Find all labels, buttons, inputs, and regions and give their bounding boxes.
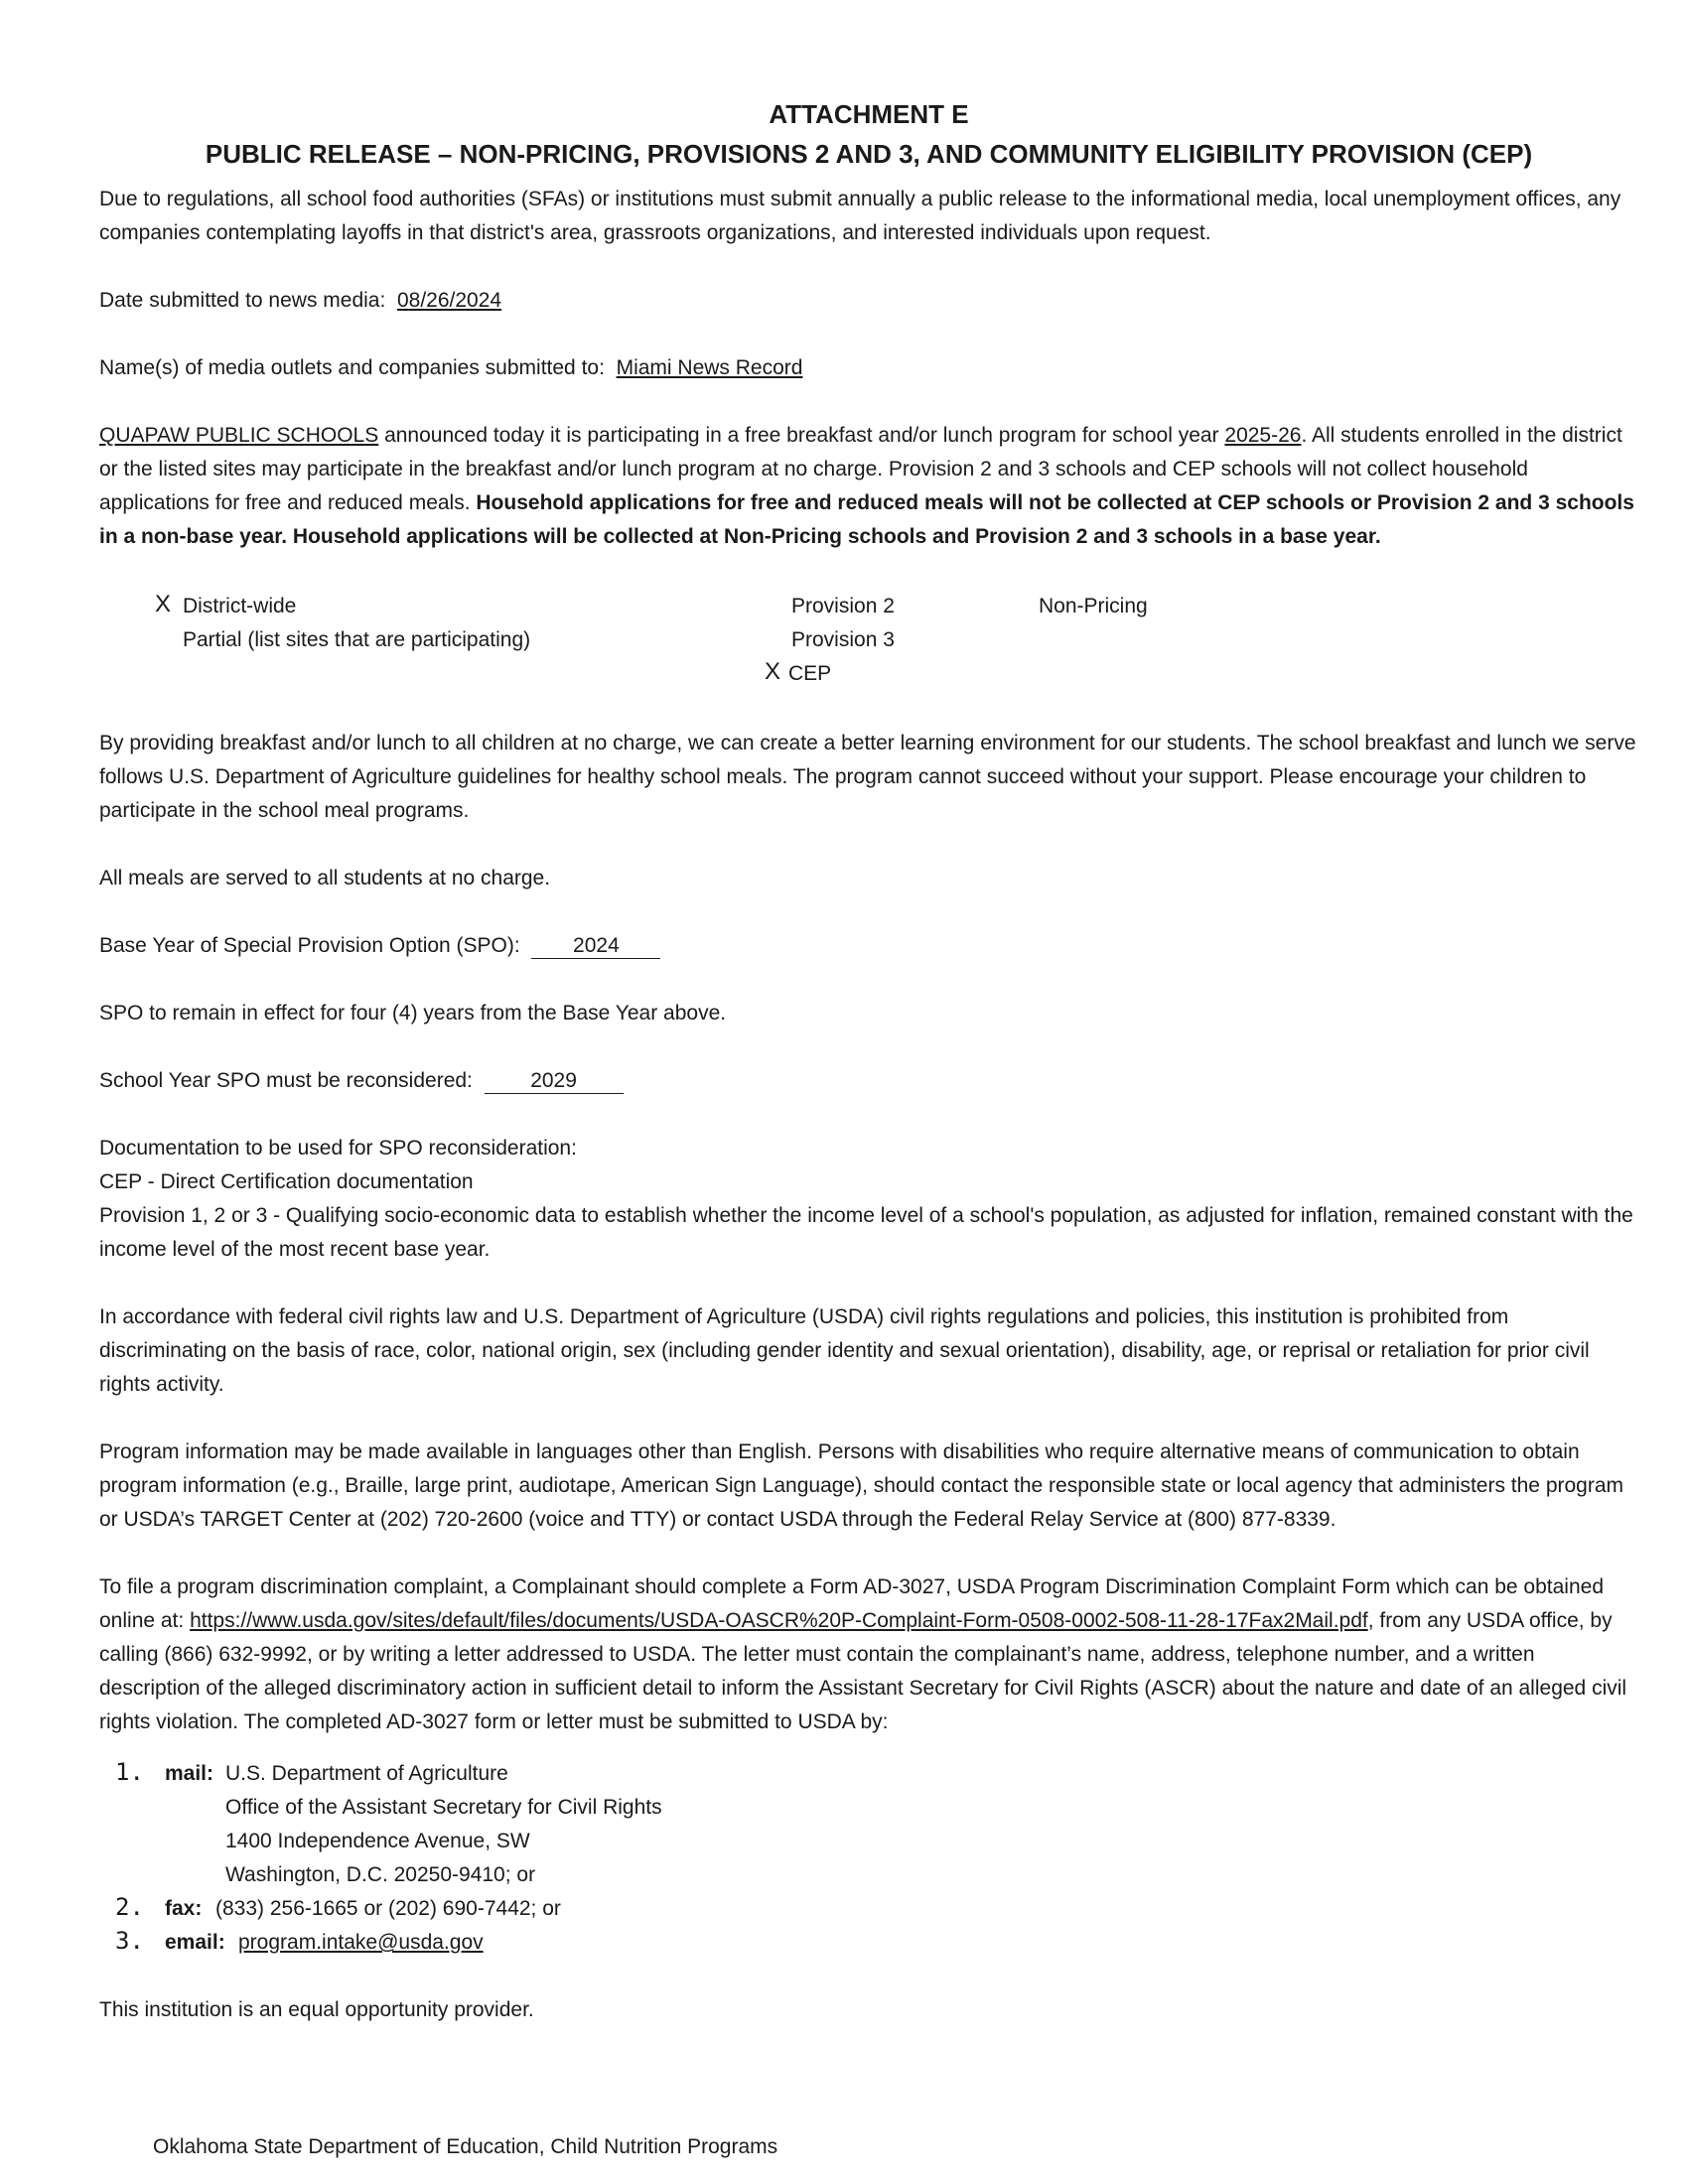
date-submitted-value: 08/26/2024 <box>396 289 502 312</box>
equal-opportunity-statement: This institution is an equal opportunity provider. <box>99 1998 534 2021</box>
option-provision-3: Provision 3 <box>791 628 895 651</box>
media-outlets-value: Miami News Record <box>616 356 803 379</box>
document-title: PUBLIC RELEASE – NON-PRICING, PROVISIONS 2 AND 3, AND COMMUNITY ELIGIBILITY PROVISION (CEP) <box>205 139 1533 169</box>
email-label: email: <box>165 1931 225 1954</box>
fax-value: (833) 256-1665 or (202) 690-7442; or <box>215 1897 561 1920</box>
reconsider-label: School Year SPO must be reconsidered: <box>99 1069 473 1092</box>
complaint-form-link[interactable]: https://www.usda.gov/sites/default/files/documents/USDA-OASCR%20P-Complaint-Form-0508-0002-508-11-28-17Fax2Mail.pdf <box>190 1609 1368 1632</box>
option-provision-2: Provision 2 <box>791 595 895 617</box>
no-charge-statement: All meals are served to all students at no charge. <box>99 867 551 889</box>
school-year-value: 2025-26 <box>1224 424 1302 447</box>
email-link[interactable]: program.intake@usda.gov <box>238 1931 484 1954</box>
option-non-pricing: Non-Pricing <box>1039 595 1148 617</box>
attachment-label: ATTACHMENT E <box>769 99 969 129</box>
media-outlets-label: Name(s) of media outlets and companies submitted to: <box>99 356 605 379</box>
complaint-text-1: To file a program discrimination complaint, a Complainant should complete a Form AD-3027, USDA Program Discrimination Complaint Form which can be obtained online at: <box>99 1575 1605 1632</box>
civil-rights-paragraph: In accordance with federal civil rights law and U.S. Department of Agriculture (USDA) civil rights regulations and policies, this institution is prohibited from discriminating on the basis of race, color, national origin, sex (including gender identity and sexual orientation), disability, age, or reprisal or retaliation for prior civil rights activity. <box>99 1305 1590 1396</box>
date-submitted-line <box>99 284 501 318</box>
mail-label: mail: <box>165 1762 214 1785</box>
documentation-cep: CEP - Direct Certification documentation <box>99 1170 474 1193</box>
fax-label: fax: <box>165 1897 203 1920</box>
documentation-heading: Documentation to be used for SPO reconsideration: <box>99 1137 577 1160</box>
complaint-paragraph <box>99 1570 1638 1739</box>
base-year-line <box>99 929 660 963</box>
option-district-wide: District-wide <box>183 595 297 617</box>
option-partial: Partial (list sites that are participating) <box>183 628 531 651</box>
mail-address-line: Washington, D.C. 20250-9410; or <box>225 1863 536 1886</box>
base-year-value: 2024 <box>531 934 660 959</box>
cep-mark: X <box>765 658 781 685</box>
documentation-provision: Provision 1, 2 or 3 - Qualifying socio-economic data to establish whether the income level of a school's population, as adjusted for inflation, remained constant with the income level of the most recent base year. <box>99 1204 1633 1261</box>
benefits-paragraph: By providing breakfast and/or lunch to all children at no charge, we can create a better learning environment for our students. The school breakfast and lunch we serve follows U.S. Department of Agriculture guidelines for healthy school meals. The program cannot succeed without your support. Please encourage your children to participate in the school meal programs. <box>99 732 1636 822</box>
email-number: 3. <box>115 1927 144 1955</box>
spo-effect-statement: SPO to remain in effect for four (4) years from the Base Year above. <box>99 1002 727 1024</box>
sfa-name: QUAPAW PUBLIC SCHOOLS <box>99 424 379 447</box>
complaint-text-2: , from any USDA office, by calling (866) 632-9992, or by writing a letter addressed to USDA. The letter must contain the complainant’s name, address, telephone number, and a written description of the alleged discriminatory action in sufficient detail to inform the Assistant Secretary for Civil Rights (ASCR) about the nature and date of an alleged civil rights violation. The completed AD-3027 form or letter must be submitted to USDA by: <box>99 1609 1627 1733</box>
mail-number: 1. <box>115 1758 144 1786</box>
base-year-label: Base Year of Special Provision Option (SPO): <box>99 934 520 957</box>
announcement-bold-text: Household applications for free and reduced meals will not be collected at CEP schools or Provision 2 and 3 schools in a non-base year. Household applications will be collected at Non-Pricing schools and Provision 2 and 3 schools in a base year. <box>99 491 1634 548</box>
intro-paragraph: Due to regulations, all school food authorities (SFAs) or institutions must submit annually a public release to the informational media, local unemployment offices, any companies contemplating layoffs in that district's area, grassroots organizations, and interested individuals upon request. <box>99 188 1621 244</box>
date-submitted-label: Date submitted to news media: <box>99 289 386 312</box>
mail-address-line: U.S. Department of Agriculture <box>225 1762 508 1785</box>
reconsider-value: 2029 <box>485 1069 624 1094</box>
reconsider-line <box>99 1064 624 1098</box>
footer-agency: Oklahoma State Department of Education, Child Nutrition Programs <box>153 2135 778 2158</box>
fax-number: 2. <box>115 1893 144 1921</box>
announcement-text-1: announced today it is participating in a free breakfast and/or lunch program for school year <box>378 424 1225 447</box>
announcement-text-2: . All students enrolled in the district or the listed sites may participate in the breakfast and/or lunch program at no charge. Provision 2 and 3 schools and CEP schools will not collect household applications for free and reduced meals. <box>99 424 1622 514</box>
district-wide-mark: X <box>155 591 172 617</box>
mail-address-line: Office of the Assistant Secretary for Civil Rights <box>225 1796 662 1819</box>
option-cep: CEP <box>788 662 832 685</box>
mail-address-line: 1400 Independence Avenue, SW <box>225 1830 530 1852</box>
media-outlets-line <box>99 351 802 385</box>
announcement-paragraph <box>99 419 1638 554</box>
program-info-paragraph: Program information may be made available in languages other than English. Persons with disabilities who require alternative means of communication to obtain program information (e.g., Braille, large print, audiotape, American Sign Language), should contact the responsible state or local agency that administers the program or USDA’s TARGET Center at (202) 720-2600 (voice and TTY) or contact USDA through the Federal Relay Service at (800) 877-8339. <box>99 1440 1624 1531</box>
